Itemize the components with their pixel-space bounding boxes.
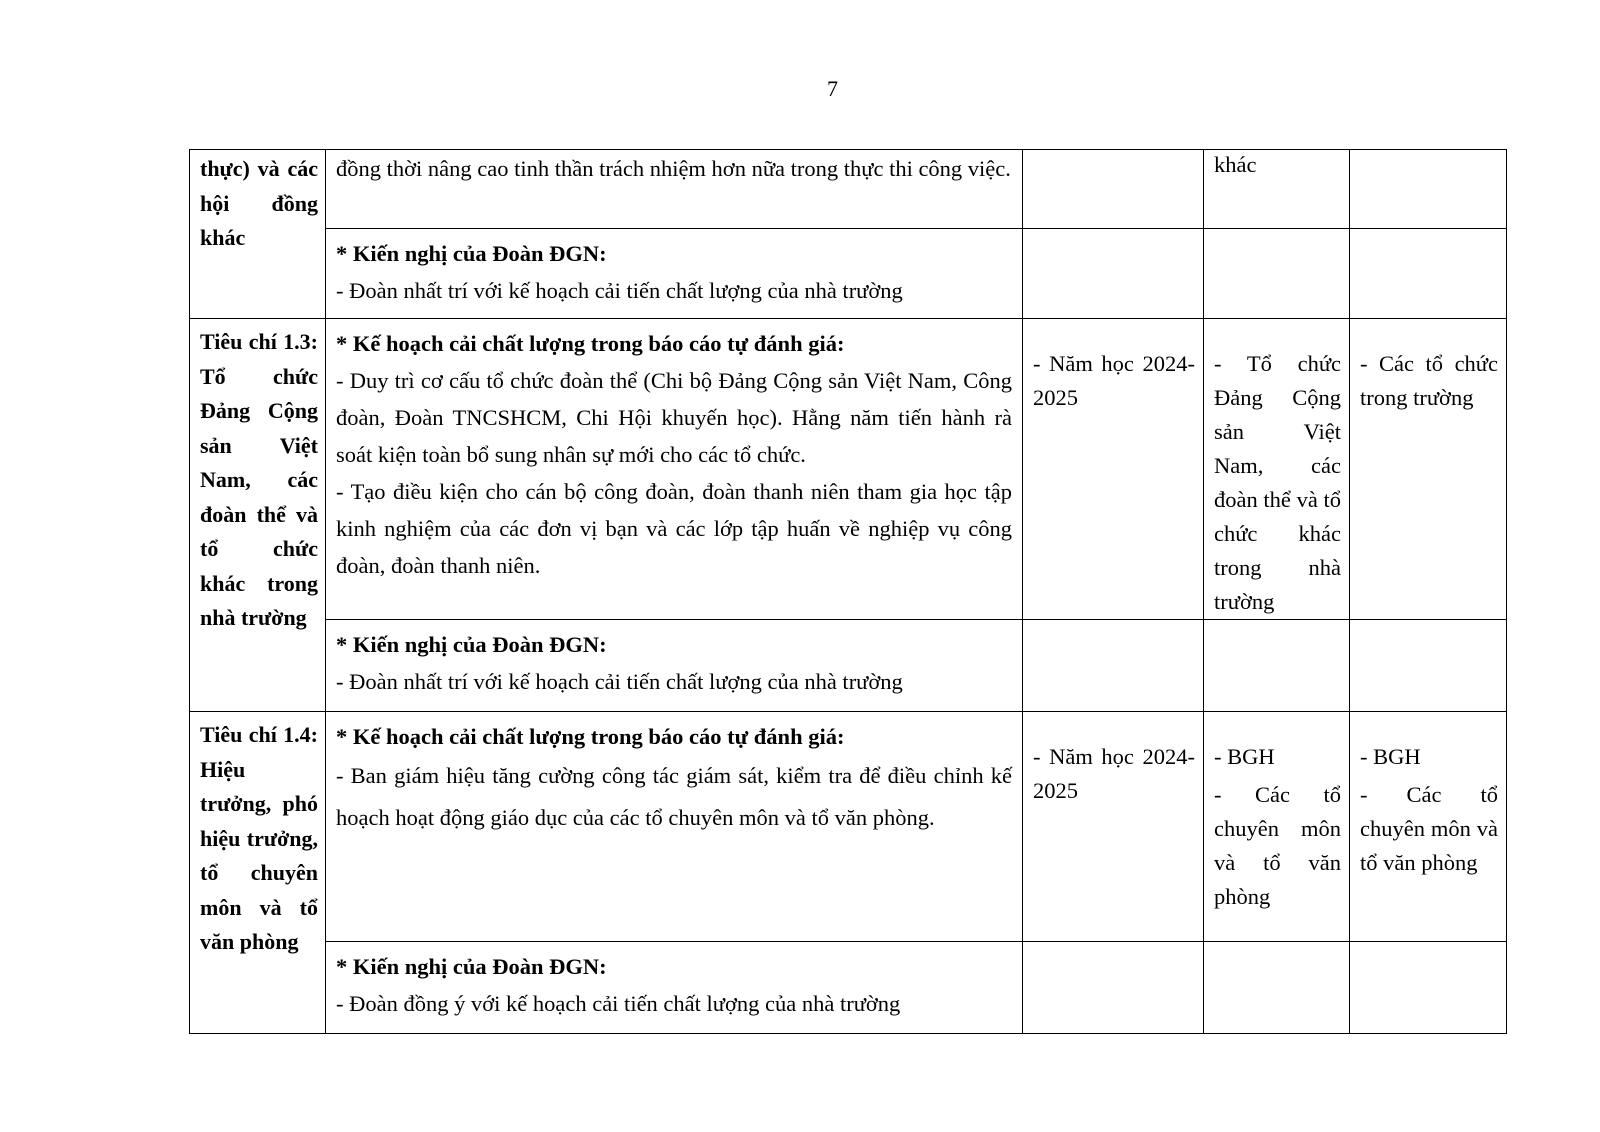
recommend-cell — [326, 229, 1023, 319]
recommend-text: - Đoàn nhất trí với kế hoạch cải tiến chất lượng của nhà trường — [336, 669, 903, 694]
coordinate-cell — [1350, 712, 1507, 942]
table-row — [190, 319, 1507, 620]
recommend-text: - Đoàn đồng ý với kế hoạch cải tiến chất lượng của nhà trường — [336, 991, 901, 1016]
criterion-cell — [190, 319, 326, 712]
recommend-title: * Kiến nghị của Đoàn ĐGN: — [336, 954, 607, 979]
criterion-text: Tiêu chí 1.3: Tổ chức Đảng Cộng sản Việt Nam, các đoàn thể và tổ chức khác trong nhà trường — [200, 329, 318, 630]
plan-item: - Tạo điều kiện cho cán bộ công đoàn, đoàn thanh niên tham gia học tập kinh nghiệm của các đơn vị bạn và các lớp tập huấn về nghiệp vụ công đoàn, đoàn thanh niên. — [336, 479, 1012, 578]
time-cell — [1023, 319, 1204, 620]
recommend-title: * Kiến nghị của Đoàn ĐGN: — [336, 241, 607, 266]
plan-title: * Kế hoạch cải chất lượng trong báo cáo tự đánh giá: — [336, 724, 845, 749]
responsible-text: - Các tổ chuyên môn và tổ văn phòng — [1214, 782, 1341, 909]
responsible-text: khác — [1214, 152, 1257, 177]
table-row — [190, 150, 1507, 229]
time-text: - Năm học 2024-2025 — [1033, 351, 1195, 410]
coordinate-cell — [1350, 319, 1507, 620]
table-row — [190, 620, 1507, 712]
page-number: 7 — [827, 76, 838, 101]
criterion-cell — [190, 150, 326, 319]
time-cell — [1023, 150, 1204, 229]
recommend-text: - Đoàn nhất trí với kế hoạch cải tiến chất lượng của nhà trường — [336, 278, 903, 303]
recommend-title: * Kiến nghị của Đoàn ĐGN: — [336, 632, 607, 657]
responsible-cell — [1204, 150, 1350, 229]
table-row — [190, 229, 1507, 319]
table-row — [190, 942, 1507, 1034]
plan-cell — [326, 150, 1023, 229]
quality-improvement-table — [189, 149, 1507, 1034]
responsible-text: - BGH — [1214, 744, 1275, 769]
time-text: - Năm học 2024-2025 — [1033, 744, 1195, 803]
recommend-cell — [326, 620, 1023, 712]
responsible-cell — [1204, 712, 1350, 942]
plan-item: - Ban giám hiệu tăng cường công tác giám sát, kiểm tra để điều chỉnh kế hoạch hoạt động giáo dục của các tổ chuyên môn và tổ văn phòng. — [336, 763, 1012, 830]
recommend-cell — [326, 942, 1023, 1034]
coordinate-cell — [1350, 150, 1507, 229]
coordinate-text: - Các tổ chuyên môn và tổ văn phòng — [1360, 782, 1498, 875]
coordinate-text: - Các tổ chức trong trường — [1360, 351, 1498, 410]
coordinate-text: - BGH — [1360, 744, 1421, 769]
time-cell — [1023, 712, 1204, 942]
criterion-text: thực) và các hội đồng khác — [200, 156, 318, 250]
table-row — [190, 712, 1507, 942]
responsible-text: - Tổ chức Đảng Cộng sản Việt Nam, các đoàn thể và tổ chức khác trong nhà trường — [1214, 351, 1341, 614]
criterion-cell — [190, 712, 326, 1034]
plan-cell — [326, 319, 1023, 620]
plan-title: * Kế hoạch cải chất lượng trong báo cáo tự đánh giá: — [336, 331, 845, 356]
plan-cell — [326, 712, 1023, 942]
plan-text: đồng thời nâng cao tinh thần trách nhiệm hơn nữa trong thực thi công việc. — [336, 156, 1011, 181]
plan-item: - Duy trì cơ cấu tổ chức đoàn thể (Chi bộ Đảng Cộng sản Việt Nam, Công đoàn, Đoàn TNCSHCM, Chi Hội khuyến học). Hằng năm tiến hành rà soát kiện toàn bổ sung nhân sự mới cho các tổ chức. — [336, 368, 1012, 467]
criterion-text: Tiêu chí 1.4: Hiệu trưởng, phó hiệu trưởng, tổ chuyên môn và tổ văn phòng — [200, 722, 318, 954]
responsible-cell — [1204, 319, 1350, 620]
